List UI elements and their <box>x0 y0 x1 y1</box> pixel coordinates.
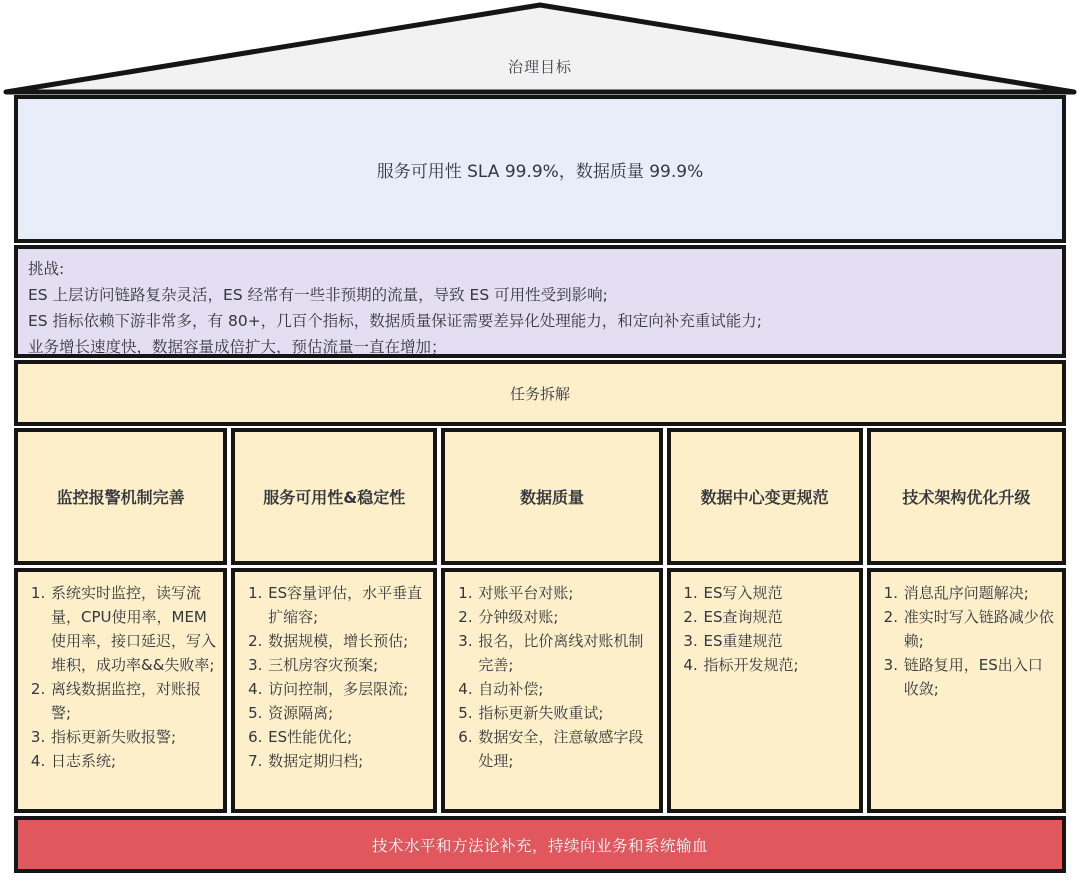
governance-goal-box <box>14 95 1066 243</box>
roof-shape <box>0 0 1080 95</box>
task-item: 3. 三机房容灾预案; <box>267 653 427 677</box>
footer-bar <box>14 816 1066 873</box>
column-body <box>867 568 1066 813</box>
footer-text: 技术水平和方法论补充，持续向业务和系统输血 <box>371 836 708 855</box>
task-item: 3. ES重建规范 <box>703 629 853 653</box>
task-breakdown-bar <box>14 360 1066 426</box>
task-item: 2. 准实时写入链路减少依赖; <box>903 605 1056 653</box>
challenge-line: ES 指标依赖下游非常多，有 80+，几百个指标，数据质量保证需要差异化处理能力，和定向补充重试能力; <box>28 312 762 331</box>
task-column <box>14 428 227 813</box>
task-item: 5. 资源隔离; <box>267 701 427 725</box>
column-body <box>667 568 863 813</box>
goal-text: 服务可用性 SLA 99.9%，数据质量 99.9% <box>376 161 704 182</box>
column-header: 技术架构优化升级 <box>867 428 1066 565</box>
task-item: 2. 分钟级对账; <box>477 605 652 629</box>
challenges-lines <box>28 282 1052 360</box>
roof-title: 治理目标 <box>507 58 572 76</box>
column-body <box>231 568 437 813</box>
column-header: 数据中心变更规范 <box>667 428 863 565</box>
task-item: 4. 自动补偿; <box>477 677 652 701</box>
challenge-line: ES 上层访问链路复杂灵活，ES 经常有一些非预期的流量，导致 ES 可用性受到影响; <box>28 286 608 305</box>
task-item: 1. 对账平台对账; <box>477 581 652 605</box>
roof-section <box>0 0 1080 95</box>
task-bar-label: 任务拆解 <box>509 384 570 403</box>
task-item: 2. 离线数据监控，对账报警; <box>50 677 217 725</box>
column-body <box>441 568 662 813</box>
task-item: 4. 访问控制，多层限流; <box>267 677 427 701</box>
task-column <box>441 428 662 813</box>
task-item: 3. 报名，比价离线对账机制完善; <box>477 629 652 677</box>
challenges-box <box>14 245 1066 358</box>
column-body <box>14 568 227 813</box>
column-header: 数据质量 <box>441 428 662 565</box>
column-header: 服务可用性&稳定性 <box>231 428 437 565</box>
task-item: 1. ES容量评估，水平垂直扩缩容; <box>267 581 427 629</box>
task-item: 2. 数据规模，增长预估; <box>267 629 427 653</box>
task-item: 1. ES写入规范 <box>703 581 853 605</box>
task-item: 3. 链路复用，ES出入口收敛; <box>903 653 1056 701</box>
task-column <box>867 428 1066 813</box>
columns-row <box>14 428 1066 813</box>
task-item: 5. 指标更新失败重试; <box>477 701 652 725</box>
task-item: 1. 消息乱序问题解决; <box>903 581 1056 605</box>
task-column <box>231 428 437 813</box>
task-item: 3. 指标更新失败报警; <box>50 725 217 749</box>
task-item: 6. 数据安全，注意敏感字段处理; <box>477 725 652 773</box>
challenge-line: 业务增长速度快，数据容量成倍扩大，预估流量一直在增加； <box>28 338 447 357</box>
challenges-title: 挑战: <box>28 260 65 278</box>
task-column <box>667 428 863 813</box>
task-item: 1. 系统实时监控，读写流量，CPU使用率，MEM使用率，接口延迟，写入堆积，成功率&&失败率; <box>50 581 217 677</box>
column-header: 监控报警机制完善 <box>14 428 227 565</box>
task-item: 6. ES性能优化; <box>267 725 427 749</box>
task-item: 2. ES查询规范 <box>703 605 853 629</box>
task-item: 7. 数据定期归档; <box>267 749 427 773</box>
task-item: 4. 日志系统; <box>50 749 217 773</box>
task-item: 4. 指标开发规范; <box>703 653 853 677</box>
